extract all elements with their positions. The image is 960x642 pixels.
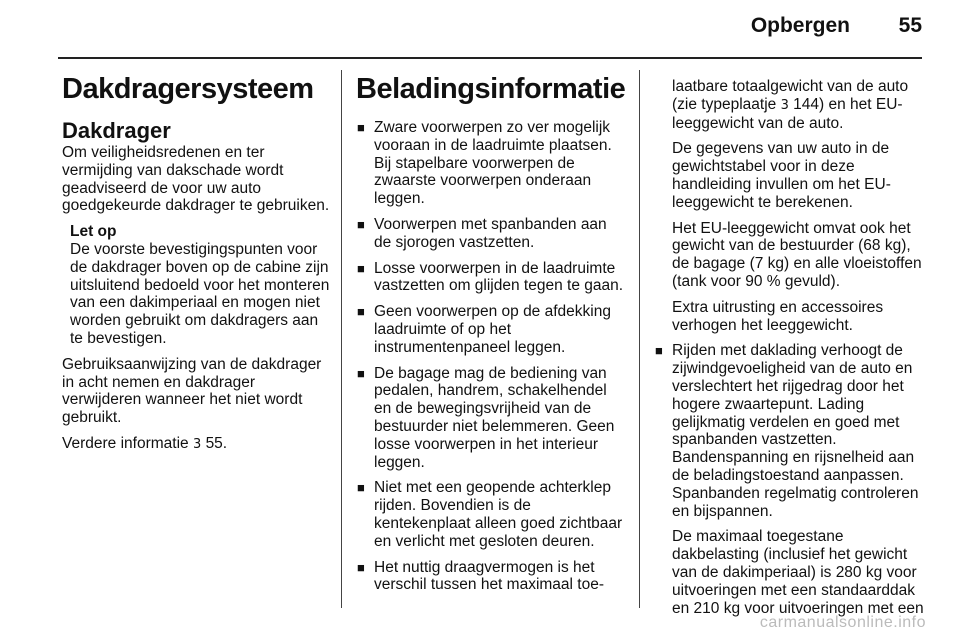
- list-item: [356, 260, 624, 296]
- payload-continuation-text: laatbare totaalgewicht van de auto (zie typeplaatje: [672, 78, 909, 113]
- column-1: [62, 71, 330, 462]
- list-item-text: Voorwerpen met spanbanden aan de sjorogen vastzetten.: [374, 215, 607, 251]
- bullet-icon: ■: [655, 343, 663, 359]
- section-title-roof-rack-system: Dakdragersysteem: [62, 73, 314, 105]
- payload-page-ref[interactable]: 144) en het EU-leeggewicht van de auto.: [672, 95, 903, 132]
- more-info-text: Verdere informatie: [62, 434, 189, 452]
- list-item-text: Niet met een geopende achterklep rijden. Bovendien is de kentekenplaat alleen goed zichtbaar en verlicht met gesloten deuren.: [374, 479, 623, 550]
- page-reference-icon: 3: [780, 97, 789, 113]
- more-info-page-ref[interactable]: 55.: [205, 434, 228, 452]
- header-divider: [58, 57, 922, 59]
- list-item: [356, 479, 624, 550]
- subsection-title-roof-rack: Dakdrager: [62, 118, 171, 143]
- page-number: 55: [898, 14, 922, 37]
- bullet-icon: ■: [357, 304, 365, 320]
- note-block: [62, 223, 330, 348]
- section-title-loading-info: Beladingsinformatie: [356, 73, 626, 105]
- list-item: [356, 365, 624, 472]
- roof-load-bullet-list: [654, 342, 924, 520]
- intro-paragraph: Om veiligheidsredenen en ter vermijding van dakschade wordt geadviseerd de voor uw auto goedgekeurde dakdrager te gebruiken.: [62, 144, 330, 215]
- running-header-title: Opbergen: [750, 14, 850, 37]
- column-3: [654, 78, 924, 625]
- weight-table-paragraph: De gegevens van uw auto in de gewichtstabel voor in deze handleiding invullen om het EU-leeggewicht te berekenen.: [672, 140, 891, 211]
- list-item: [356, 119, 624, 208]
- list-item-text: Losse voorwerpen in de laadruimte vastzetten om glijden tegen te gaan.: [374, 259, 624, 295]
- list-item: [356, 303, 624, 356]
- instructions-paragraph: Gebruiksaanwijzing van de dakdrager in acht nemen en dakdrager verwijderen wanneer het niet wordt gebruikt.: [62, 355, 322, 427]
- bullet-icon: ■: [357, 120, 365, 135]
- bullet-icon: ■: [357, 559, 365, 575]
- bullet-icon: ■: [357, 260, 365, 276]
- loading-bullet-list: [356, 119, 624, 594]
- note-label: Let op: [70, 223, 117, 241]
- list-item-text: Het nuttig draagvermogen is het verschil tussen het maximaal toe-: [374, 558, 605, 594]
- column-2: [356, 71, 624, 602]
- more-info-paragraph: [62, 435, 330, 454]
- accessories-paragraph: Extra uitrusting en accessoires verhogen het leeggewicht.: [672, 298, 884, 334]
- list-item-text: De bagage mag de bediening van pedalen, handrem, schakelhendel en de bewegingsvrijheid van de bestuurder niet belemmeren. Geen losse voorwerpen in het interieur leggen.: [374, 364, 615, 471]
- payload-continuation: [672, 78, 924, 132]
- list-item-text: Rijden met daklading verhoogt de zijwindgevoeligheid van de auto en verslechtert het rijgedrag door het hogere zwaartepunt. Lading gelijkmatig verdelen en goed met spanbanden vastzetten. Bandenspanning en rijsnelheid aan de beladingstoestand aanpassen. Spanbanden regelmatig controleren en bijspannen.: [672, 342, 919, 520]
- note-text: De voorste bevestigingspunten voor de dakdrager boven op de cabine zijn uitsluitend bedoeld voor het monteren van een dakimperiaal en mogen niet worden gebruikt om dakdragers aan te bevestigen.: [70, 240, 330, 347]
- curb-weight-paragraph: Het EU-leeggewicht omvat ook het gewicht van de bestuurder (68 kg), de bagage (7 kg) en alle vloeistoffen (tank voor 90 % gevuld).: [672, 219, 922, 290]
- max-roof-load-paragraph: De maximaal toegestane dakbelasting (inclusief het gewicht van de dakimperiaal) is 280 kg voor uitvoeringen met een standaarddak en 210 kg voor uitvoeringen met een: [672, 528, 924, 617]
- watermark: carmanualsonline.info: [759, 614, 926, 631]
- column-divider-2: [639, 70, 640, 608]
- column-divider-1: [341, 70, 342, 608]
- page-reference-icon: 3: [192, 436, 202, 452]
- bullet-icon: ■: [357, 480, 365, 496]
- list-item: [356, 216, 624, 252]
- bullet-icon: ■: [357, 216, 365, 232]
- list-item: [356, 559, 624, 595]
- list-item: [654, 342, 924, 520]
- bullet-icon: ■: [357, 365, 365, 381]
- list-item-text: Geen voorwerpen op de afdekking laadruimte of op het instrumentenpaneel leggen.: [374, 303, 611, 356]
- list-item-text: Zware voorwerpen zo ver mogelijk vooraan in de laadruimte plaatsen. Bij stapelbare voorwerpen de zwaarste voorwerpen onderaan leggen.: [374, 119, 612, 208]
